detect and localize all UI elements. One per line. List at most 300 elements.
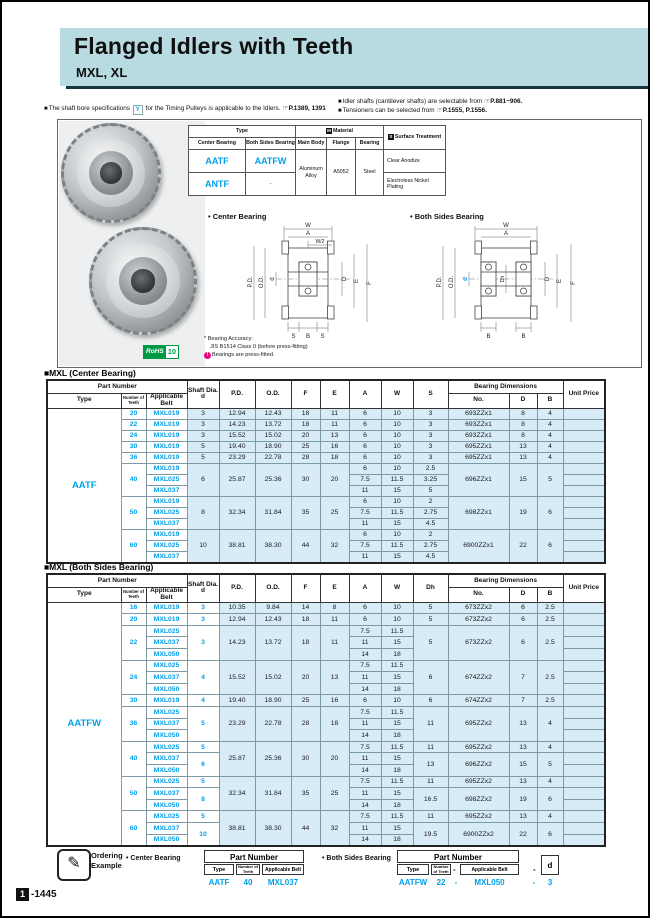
value-cell: 10 bbox=[381, 452, 413, 463]
part-number-cell[interactable]: 4 bbox=[187, 695, 219, 707]
value-cell: 6 bbox=[349, 695, 381, 707]
page-title: Flanged Idlers with Teeth bbox=[74, 33, 354, 59]
unit-price-header: Unit Price bbox=[563, 380, 605, 408]
value-cell: 10.35 bbox=[219, 602, 255, 614]
dim-b: B bbox=[486, 334, 491, 340]
part-number-cell[interactable]: MXL019 bbox=[146, 695, 187, 707]
value-cell: 13 bbox=[413, 753, 448, 776]
e-header: E bbox=[320, 380, 349, 408]
value-cell: 674ZZx2 bbox=[448, 695, 509, 707]
value-cell: 18 bbox=[381, 649, 413, 661]
value-cell: 2.75 bbox=[413, 540, 448, 551]
part-number-cell[interactable]: MXL025 bbox=[146, 507, 187, 518]
od-header: O.D. bbox=[255, 380, 291, 408]
bearing-b-header: B bbox=[537, 588, 563, 603]
value-cell: 5 bbox=[187, 441, 219, 452]
ordering-teeth-box: Number of Teeth bbox=[238, 864, 258, 874]
section-bullet-icon: ■ bbox=[44, 368, 50, 378]
part-number-cell[interactable]: 40 bbox=[121, 741, 146, 776]
note-text: The shaft bore specifications bbox=[48, 105, 130, 112]
part-number-cell[interactable]: 50 bbox=[121, 496, 146, 529]
table-row bbox=[47, 625, 605, 637]
value-cell: 13 bbox=[320, 430, 349, 441]
unit-price-cell bbox=[563, 507, 605, 518]
part-number-cell[interactable]: 60 bbox=[121, 811, 146, 846]
value-cell: 14.23 bbox=[219, 419, 255, 430]
value-cell: 11 bbox=[349, 788, 381, 800]
unit-price-cell bbox=[563, 764, 605, 776]
value-cell: 18 bbox=[291, 614, 320, 626]
page-ref-link[interactable]: P.881~906. bbox=[490, 98, 523, 105]
surface-value: Clear Anodize bbox=[384, 150, 446, 173]
part-number-cell[interactable]: MXL025 bbox=[146, 625, 187, 637]
flange-col: Flange bbox=[327, 138, 356, 150]
dim-bearing-d: D bbox=[545, 276, 551, 282]
part-number-cell[interactable]: MXL050 bbox=[146, 683, 187, 695]
value-cell: 15 bbox=[381, 551, 413, 563]
value-cell: 8 bbox=[320, 602, 349, 614]
value-cell: 11.5 bbox=[381, 811, 413, 823]
value-cell: 2 bbox=[413, 529, 448, 540]
value-cell: 38.81 bbox=[219, 811, 255, 846]
unit-price-cell bbox=[563, 540, 605, 551]
value-cell: 15 bbox=[381, 672, 413, 684]
note-text: Bearings are press-fitted. bbox=[212, 352, 275, 359]
part-number-cell[interactable]: MXL025 bbox=[146, 706, 187, 718]
dim-a: A bbox=[305, 231, 311, 237]
value-cell: 44 bbox=[291, 529, 320, 563]
part-number-cell[interactable]: MXL025 bbox=[146, 474, 187, 485]
part-number-cell[interactable]: 30 bbox=[121, 695, 146, 707]
part-number-cell[interactable]: 24 bbox=[121, 430, 146, 441]
value-cell: 15.52 bbox=[219, 660, 255, 695]
value-cell: 22 bbox=[509, 822, 537, 846]
type-header: Type bbox=[47, 394, 121, 409]
shaft-dia-header bbox=[187, 380, 219, 408]
unit-price-cell bbox=[563, 496, 605, 507]
note-text: for the Timing Pulleys is applicable to the Idlers. bbox=[145, 105, 281, 112]
unit-price-cell bbox=[563, 706, 605, 718]
table-row bbox=[47, 419, 605, 430]
value-cell: 3 bbox=[413, 408, 448, 419]
value-cell: 13.72 bbox=[255, 625, 291, 660]
part-number-cell[interactable]: MXL037 bbox=[146, 753, 187, 765]
page-number: -1445 bbox=[31, 889, 57, 900]
dim-w2: W/2 bbox=[315, 239, 325, 245]
e-header: E bbox=[320, 574, 349, 602]
value-cell: 5 bbox=[187, 452, 219, 463]
example-type-value: AATFW bbox=[398, 878, 428, 887]
table-row bbox=[47, 741, 605, 753]
page-ref-icon: ☞ bbox=[282, 105, 289, 112]
part-number-cell[interactable]: 30 bbox=[121, 441, 146, 452]
value-cell: 10 bbox=[381, 441, 413, 452]
f-header: F bbox=[291, 574, 320, 602]
ordering-word: Ordering bbox=[91, 851, 123, 860]
dim-pd: P.D. bbox=[437, 276, 443, 288]
part-number-cell[interactable]: 36 bbox=[121, 452, 146, 463]
part-number-cell[interactable]: MXL037 bbox=[146, 788, 187, 800]
value-cell: 7.5 bbox=[349, 706, 381, 718]
value-cell: 10 bbox=[381, 496, 413, 507]
value-cell: 8 bbox=[187, 496, 219, 529]
dim-a: A bbox=[503, 231, 509, 237]
part-number-cell[interactable]: MXL019 bbox=[146, 441, 187, 452]
belt-header: Applicable Belt bbox=[146, 588, 187, 603]
part-number-cell[interactable]: MXL025 bbox=[146, 660, 187, 672]
value-cell: 695ZZx2 bbox=[448, 706, 509, 741]
a-header: A bbox=[349, 574, 381, 602]
part-number-cell[interactable]: 24 bbox=[121, 660, 146, 695]
value-cell: 695ZZx1 bbox=[448, 452, 509, 463]
type-aatf-link[interactable]: AATF bbox=[189, 150, 246, 173]
part-number-cell[interactable]: MXL019 bbox=[146, 496, 187, 507]
bearing-no-header: No. bbox=[448, 588, 509, 603]
value-cell: 6 bbox=[349, 463, 381, 474]
table-row bbox=[47, 529, 605, 540]
example-teeth-value: 40 bbox=[243, 878, 253, 887]
part-number-cell[interactable]: 22 bbox=[121, 419, 146, 430]
dim-d: d bbox=[270, 277, 276, 281]
value-cell: 31.84 bbox=[255, 776, 291, 811]
value-cell: 695ZZx2 bbox=[448, 776, 509, 788]
pencil-icon: ✎ bbox=[67, 855, 81, 872]
material-header-label: Material bbox=[332, 128, 354, 135]
part-number-cell[interactable]: MXL037 bbox=[146, 718, 187, 730]
table-row bbox=[47, 706, 605, 718]
value-cell: 10 bbox=[381, 529, 413, 540]
surface-header bbox=[384, 126, 446, 150]
dim-od: O.D. bbox=[259, 275, 265, 289]
value-cell: 19 bbox=[509, 788, 537, 811]
value-cell: 25.36 bbox=[255, 741, 291, 776]
ordering-type-box: Type bbox=[397, 864, 429, 875]
value-cell: 12.94 bbox=[219, 614, 255, 626]
part-number-cell[interactable]: MXL050 bbox=[146, 834, 187, 846]
value-cell: 10 bbox=[381, 602, 413, 614]
value-cell: 7.5 bbox=[349, 474, 381, 485]
value-cell: 14 bbox=[349, 799, 381, 811]
page-ref-link[interactable]: P.1555, P.1556. bbox=[442, 107, 487, 114]
part-number-box-both: Part Number bbox=[397, 850, 519, 863]
part-number-cell[interactable]: 20 bbox=[121, 614, 146, 626]
value-cell: 6 bbox=[187, 463, 219, 496]
value-cell: 5 bbox=[413, 625, 448, 660]
pulley-flange bbox=[77, 139, 145, 207]
part-number-cell[interactable]: 16 bbox=[121, 602, 146, 614]
value-cell: 4.5 bbox=[413, 518, 448, 529]
value-cell: 11 bbox=[320, 419, 349, 430]
value-cell: 11 bbox=[413, 776, 448, 788]
part-number-cell[interactable]: MXL025 bbox=[146, 811, 187, 823]
flange-value: A5052 bbox=[327, 150, 356, 196]
ordering-center-label: • Center Bearing bbox=[126, 855, 181, 862]
value-cell: 11.5 bbox=[381, 660, 413, 672]
note-text: Idler shafts (cantilever shafts) are selectable from bbox=[342, 98, 483, 105]
dim-pd: P.D. bbox=[248, 276, 254, 288]
unit-price-header: Unit Price bbox=[563, 574, 605, 602]
value-cell: 18 bbox=[291, 408, 320, 419]
value-cell: 22.78 bbox=[255, 706, 291, 741]
example-dash: - bbox=[532, 878, 536, 887]
value-cell: 6 bbox=[349, 529, 381, 540]
bearing-d-header: D bbox=[509, 394, 537, 409]
note-shaft-bore bbox=[44, 104, 326, 115]
ordering-belt-box: Applicable Belt bbox=[262, 864, 304, 875]
unit-price-cell bbox=[563, 518, 605, 529]
value-cell: 11 bbox=[413, 706, 448, 741]
part-number-cell[interactable]: 5 bbox=[187, 811, 219, 823]
value-cell: 5 bbox=[413, 614, 448, 626]
page-subtitle: MXL, XL bbox=[76, 65, 128, 80]
table-body bbox=[47, 408, 605, 563]
part-number-cell[interactable]: MXL037 bbox=[146, 637, 187, 649]
part-number-cell[interactable]: 10 bbox=[187, 822, 219, 846]
part-number-cell[interactable]: MXL025 bbox=[146, 540, 187, 551]
note-text: Tensioners can be selected from bbox=[342, 107, 435, 114]
section-label: MXL (Both Sides Bearing) bbox=[49, 562, 154, 572]
unit-price-cell bbox=[563, 614, 605, 626]
pulley-flange bbox=[106, 244, 179, 317]
type-cell[interactable]: AATF bbox=[47, 408, 121, 563]
value-cell: 20 bbox=[320, 741, 349, 776]
part-number-cell[interactable]: 20 bbox=[121, 408, 146, 419]
dim-b: B bbox=[521, 334, 526, 340]
value-cell: 5 bbox=[413, 485, 448, 496]
part-number-cell[interactable]: MXL019 bbox=[146, 602, 187, 614]
value-cell: 31.84 bbox=[255, 496, 291, 529]
table-row bbox=[47, 408, 605, 419]
value-cell: 2.5 bbox=[537, 614, 563, 626]
value-cell: 11 bbox=[413, 811, 448, 823]
bearing-col: Bearing bbox=[356, 138, 384, 150]
teeth-header: Number of Teeth bbox=[121, 394, 146, 409]
value-cell: 6 bbox=[349, 602, 381, 614]
part-number-cell[interactable]: MXL019 bbox=[146, 419, 187, 430]
section-title-center bbox=[44, 368, 136, 378]
s-header: S bbox=[413, 380, 448, 408]
example-dash: - bbox=[454, 878, 458, 887]
value-cell: 6 bbox=[509, 625, 537, 660]
ordering-example-label bbox=[91, 851, 123, 871]
value-cell: 6 bbox=[349, 430, 381, 441]
value-cell: 11.5 bbox=[381, 474, 413, 485]
part-number-cell[interactable]: MXL037 bbox=[146, 672, 187, 684]
unit-price-cell bbox=[563, 799, 605, 811]
unit-price-cell bbox=[563, 672, 605, 684]
value-cell: 15 bbox=[381, 753, 413, 765]
both-sides-bearing-diagram bbox=[403, 220, 638, 340]
part-number-cell[interactable]: MXL025 bbox=[146, 741, 187, 753]
dim-w: W bbox=[305, 223, 311, 229]
part-number-cell[interactable]: 60 bbox=[121, 529, 146, 563]
dim-f: F bbox=[571, 281, 577, 285]
unit-price-cell bbox=[563, 811, 605, 823]
value-cell: 673ZZx2 bbox=[448, 602, 509, 614]
w-header: W bbox=[381, 574, 413, 602]
value-cell: 19.40 bbox=[219, 441, 255, 452]
unit-price-cell bbox=[563, 683, 605, 695]
value-cell: 30 bbox=[291, 741, 320, 776]
value-cell: 3 bbox=[413, 441, 448, 452]
teeth-header: Number of Teeth bbox=[121, 588, 146, 603]
value-cell: 6 bbox=[413, 660, 448, 695]
part-number-cell[interactable]: MXL037 bbox=[146, 551, 187, 563]
value-cell: 18 bbox=[381, 799, 413, 811]
part-number-cell[interactable]: 5 bbox=[187, 706, 219, 741]
value-cell: 11 bbox=[349, 672, 381, 684]
w-header: W bbox=[381, 380, 413, 408]
value-cell: 3 bbox=[187, 419, 219, 430]
value-cell: 8 bbox=[509, 408, 537, 419]
table-row bbox=[47, 811, 605, 823]
value-cell: 5 bbox=[537, 463, 563, 496]
note-line: * Bearing Accuracy: bbox=[204, 336, 253, 342]
surface-value: Electroless Nickel Plating bbox=[384, 173, 446, 196]
value-cell: 2.5 bbox=[413, 463, 448, 474]
part-number-cell[interactable]: MXL037 bbox=[146, 518, 187, 529]
part-number-cell[interactable]: 5 bbox=[187, 741, 219, 753]
value-cell: 13 bbox=[509, 706, 537, 741]
bearing-value: Steel bbox=[356, 150, 384, 196]
surface-icon: S bbox=[389, 134, 393, 140]
main-body-value: Aluminum Alloy bbox=[296, 150, 327, 196]
value-cell: 20 bbox=[320, 463, 349, 496]
example-d-value: 3 bbox=[547, 878, 553, 887]
value-cell: 18.90 bbox=[255, 441, 291, 452]
value-cell: 11 bbox=[349, 718, 381, 730]
value-cell: 3 bbox=[187, 408, 219, 419]
part-number-cell[interactable]: MXL050 bbox=[146, 764, 187, 776]
part-number-cell[interactable]: MXL037 bbox=[146, 822, 187, 834]
value-cell: 13.72 bbox=[255, 419, 291, 430]
shaft-label: Shaft Dia. bbox=[188, 580, 218, 588]
a-header: A bbox=[349, 380, 381, 408]
value-cell: 2 bbox=[413, 496, 448, 507]
example-belt-value: MXL037 bbox=[267, 878, 299, 887]
value-cell: 14 bbox=[349, 834, 381, 846]
part-number-cell[interactable]: 3 bbox=[187, 625, 219, 660]
value-cell: 6 bbox=[349, 452, 381, 463]
surface-header-label: Surface Treatment bbox=[394, 134, 442, 141]
part-number-cell[interactable]: MXL037 bbox=[146, 485, 187, 496]
value-cell: 12.43 bbox=[255, 614, 291, 626]
value-cell: 4 bbox=[537, 430, 563, 441]
rohs-label: RoHS bbox=[144, 346, 166, 358]
value-cell: 20 bbox=[291, 660, 320, 695]
part-number-cell[interactable]: MXL025 bbox=[146, 776, 187, 788]
bearing-b-header: B bbox=[537, 394, 563, 409]
value-cell: 693ZZx1 bbox=[448, 430, 509, 441]
center-bearing-diagram bbox=[218, 220, 408, 340]
value-cell: 10 bbox=[381, 463, 413, 474]
value-cell: 25.36 bbox=[255, 463, 291, 496]
volume-badge: 1 bbox=[16, 888, 29, 901]
value-cell: 10 bbox=[381, 430, 413, 441]
type-header: Type bbox=[47, 588, 121, 603]
pd-header: P.D. bbox=[219, 380, 255, 408]
type-antf-link[interactable]: ANTF bbox=[189, 173, 246, 196]
value-cell: 4 bbox=[537, 419, 563, 430]
value-cell: 695ZZx2 bbox=[448, 741, 509, 753]
part-number-cell[interactable]: 5 bbox=[187, 776, 219, 788]
value-cell: 5 bbox=[537, 753, 563, 776]
value-cell: 25 bbox=[291, 441, 320, 452]
part-number-cell[interactable]: 36 bbox=[121, 706, 146, 741]
part-number-cell[interactable]: MXL050 bbox=[146, 799, 187, 811]
value-cell: 5 bbox=[413, 602, 448, 614]
part-number-cell[interactable]: MXL019 bbox=[146, 408, 187, 419]
value-cell: 698ZZx2 bbox=[448, 788, 509, 811]
value-cell: 6 bbox=[413, 695, 448, 707]
table-row bbox=[47, 776, 605, 788]
part-number-cell[interactable]: MXL050 bbox=[146, 649, 187, 661]
value-cell: 673ZZx2 bbox=[448, 625, 509, 660]
part-number-cell[interactable]: 6 bbox=[187, 753, 219, 776]
table-row bbox=[47, 496, 605, 507]
value-cell: 13 bbox=[509, 811, 537, 823]
part-number-cell[interactable]: 4 bbox=[187, 660, 219, 695]
part-number-cell[interactable]: MXL019 bbox=[146, 430, 187, 441]
value-cell: 25 bbox=[320, 496, 349, 529]
part-number-cell[interactable]: 40 bbox=[121, 463, 146, 496]
value-cell: 8 bbox=[509, 430, 537, 441]
part-number-cell[interactable]: MXL019 bbox=[146, 614, 187, 626]
value-cell: 13 bbox=[509, 776, 537, 788]
part-number-cell[interactable]: 22 bbox=[121, 625, 146, 660]
value-cell: 32.34 bbox=[219, 776, 255, 811]
part-number-cell[interactable]: 8 bbox=[187, 788, 219, 811]
pulley-photo-top bbox=[61, 123, 161, 223]
ordering-example-icon bbox=[57, 849, 91, 881]
page-ref-icon: ☞ bbox=[436, 107, 443, 114]
page-ref-icon: ☞ bbox=[484, 98, 491, 105]
unit-price-cell bbox=[563, 741, 605, 753]
type-cell[interactable]: AATFW bbox=[47, 602, 121, 846]
unit-price-cell bbox=[563, 408, 605, 419]
value-cell: 18 bbox=[381, 730, 413, 742]
type-aatfw-link[interactable]: AATFW bbox=[246, 150, 296, 173]
part-number-cell[interactable]: MXL019 bbox=[146, 529, 187, 540]
page-ref-link[interactable]: P.1389, 1391 bbox=[288, 105, 326, 112]
value-cell: 2.5 bbox=[537, 625, 563, 660]
dim-s: S bbox=[291, 334, 296, 340]
value-cell: 18 bbox=[291, 419, 320, 430]
value-cell: 10 bbox=[381, 408, 413, 419]
value-cell: 38.81 bbox=[219, 529, 255, 563]
part-number-cell[interactable]: 3 bbox=[187, 614, 219, 626]
note-line: JIS B1514 Class 0 (before press-fitting) bbox=[210, 344, 308, 351]
value-cell: 695ZZx1 bbox=[448, 441, 509, 452]
part-number-cell[interactable]: MXL019 bbox=[146, 463, 187, 474]
table-row bbox=[47, 602, 605, 614]
value-cell: 2.5 bbox=[537, 660, 563, 695]
value-cell: 11.5 bbox=[381, 625, 413, 637]
value-cell: 10 bbox=[381, 695, 413, 707]
table-row bbox=[47, 452, 605, 463]
part-number-cell[interactable]: 3 bbox=[187, 602, 219, 614]
value-cell: 35 bbox=[291, 776, 320, 811]
type-material-table bbox=[188, 125, 446, 196]
part-number-cell[interactable]: MXL050 bbox=[146, 730, 187, 742]
part-number-cell[interactable]: MXL019 bbox=[146, 452, 187, 463]
value-cell: 25 bbox=[291, 695, 320, 707]
value-cell: 11.5 bbox=[381, 507, 413, 518]
part-number-cell[interactable]: 50 bbox=[121, 776, 146, 811]
value-cell: 13 bbox=[509, 741, 537, 753]
pulley-hub bbox=[119, 257, 167, 305]
value-cell: 11 bbox=[349, 485, 381, 496]
